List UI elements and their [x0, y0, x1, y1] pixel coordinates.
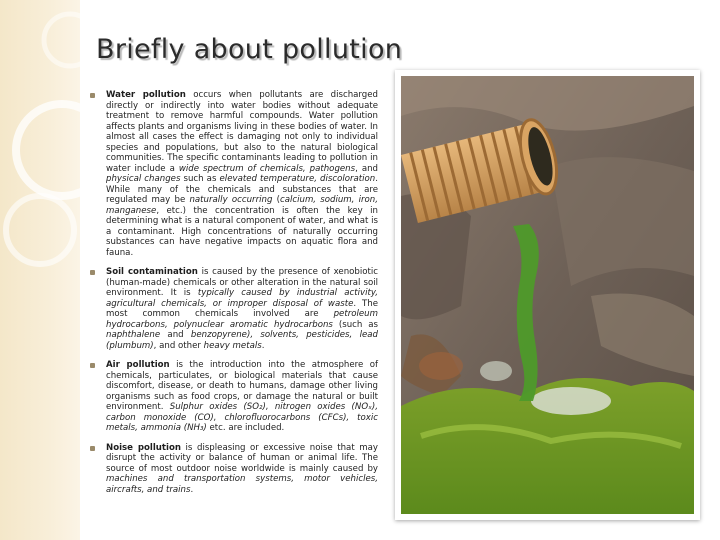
text: , and: [355, 163, 378, 174]
list-item-soil: [88, 267, 378, 351]
emph: Sulphur oxides (SO₂), nitrogen oxides (NOₓ), carbon monoxide (CO), chlorofluorocarbons (CFCs), toxic metals, ammonia (NH₃): [106, 402, 378, 433]
slide-title: Briefly about pollution: [96, 34, 403, 65]
text: is displeasing or excessive noise that may disrupt the activity or balance of human or animal life. The source of most outdoor noise worldwide is mainly caused by: [106, 442, 378, 474]
text: .: [190, 484, 194, 495]
text: occurs when pollutants are discharged directly or indirectly into water bodies without adequate treatment to remove harmful compounds. Water pollution affects plants and organisms living in these bodies of water. In almost all cases the effect is damaging not only to individual species and populations, but also to the natural biological communities. The specific contaminants leading to pollution in water include a: [106, 90, 379, 174]
list-item-air: [88, 360, 378, 434]
text: (such as: [332, 319, 379, 330]
bullet-icon: [90, 363, 95, 368]
emph: naturally occurring: [189, 195, 273, 205]
text: , etc.) the concentration is often the key in determining what is a natural component of water, and what is a contaminant. High concentrations of naturally occurring substances can have negative impacts on aquatic flora and fauna.: [106, 205, 378, 258]
emph: machines and transportation systems, motor vehicles, aircrafts, and trains: [106, 474, 378, 495]
emph: benzopyrene), solvents, pesticides, lead (plumbum): [106, 330, 378, 351]
emph: elevated temperature, discoloration: [219, 174, 376, 184]
list-item-noise: [88, 443, 378, 496]
bullet-list: [88, 90, 378, 504]
text: . The most common chemicals involved are: [106, 298, 378, 319]
bullet-icon: [90, 270, 95, 275]
emph: calcium, sodium, iron, manganese: [106, 195, 378, 216]
term-noise: Noise pollution: [106, 442, 181, 453]
text: etc. are included.: [206, 423, 285, 433]
text: such as: [180, 174, 220, 184]
term-soil: Soil contamination: [106, 267, 198, 277]
emph: heavy metals: [203, 340, 262, 351]
emph: typically caused by industrial activity, agricultural chemicals, or improper disposal of waste: [106, 288, 378, 309]
text: is the introduction into the atmosphere of chemicals, particulates, or biological materials that cause discomfort, disease, or death to humans, damage other living organisms such as food crops, or damage the natural or built environment.: [106, 360, 378, 412]
term-water: Water pollution: [106, 90, 186, 100]
text: and: [160, 330, 191, 340]
drain-pipe-pollution-image: [401, 76, 694, 514]
decorative-circles: [0, 0, 80, 540]
bullet-icon: [90, 446, 95, 451]
text: . While many of the chemicals and substances that are regulated may be: [106, 174, 378, 205]
text: is caused by the presence of xenobiotic (human-made) chemicals or other alteration in the natural soil environment. It is: [106, 267, 378, 298]
bullet-icon: [90, 93, 95, 98]
text: , and other: [153, 340, 204, 351]
decorative-side-band: [0, 0, 80, 540]
text: (: [272, 195, 280, 205]
list-item-water: [88, 90, 378, 258]
emph: petroleum hydrocarbons, polynuclear aromatic hydrocarbons: [106, 309, 378, 330]
emph: naphthalene: [106, 330, 161, 340]
text: .: [261, 340, 265, 351]
pollution-photo-frame: [395, 70, 700, 520]
term-air: Air pollution: [106, 360, 170, 370]
emph: physical changes: [106, 174, 181, 184]
emph: wide spectrum of chemicals, pathogens: [178, 163, 356, 174]
